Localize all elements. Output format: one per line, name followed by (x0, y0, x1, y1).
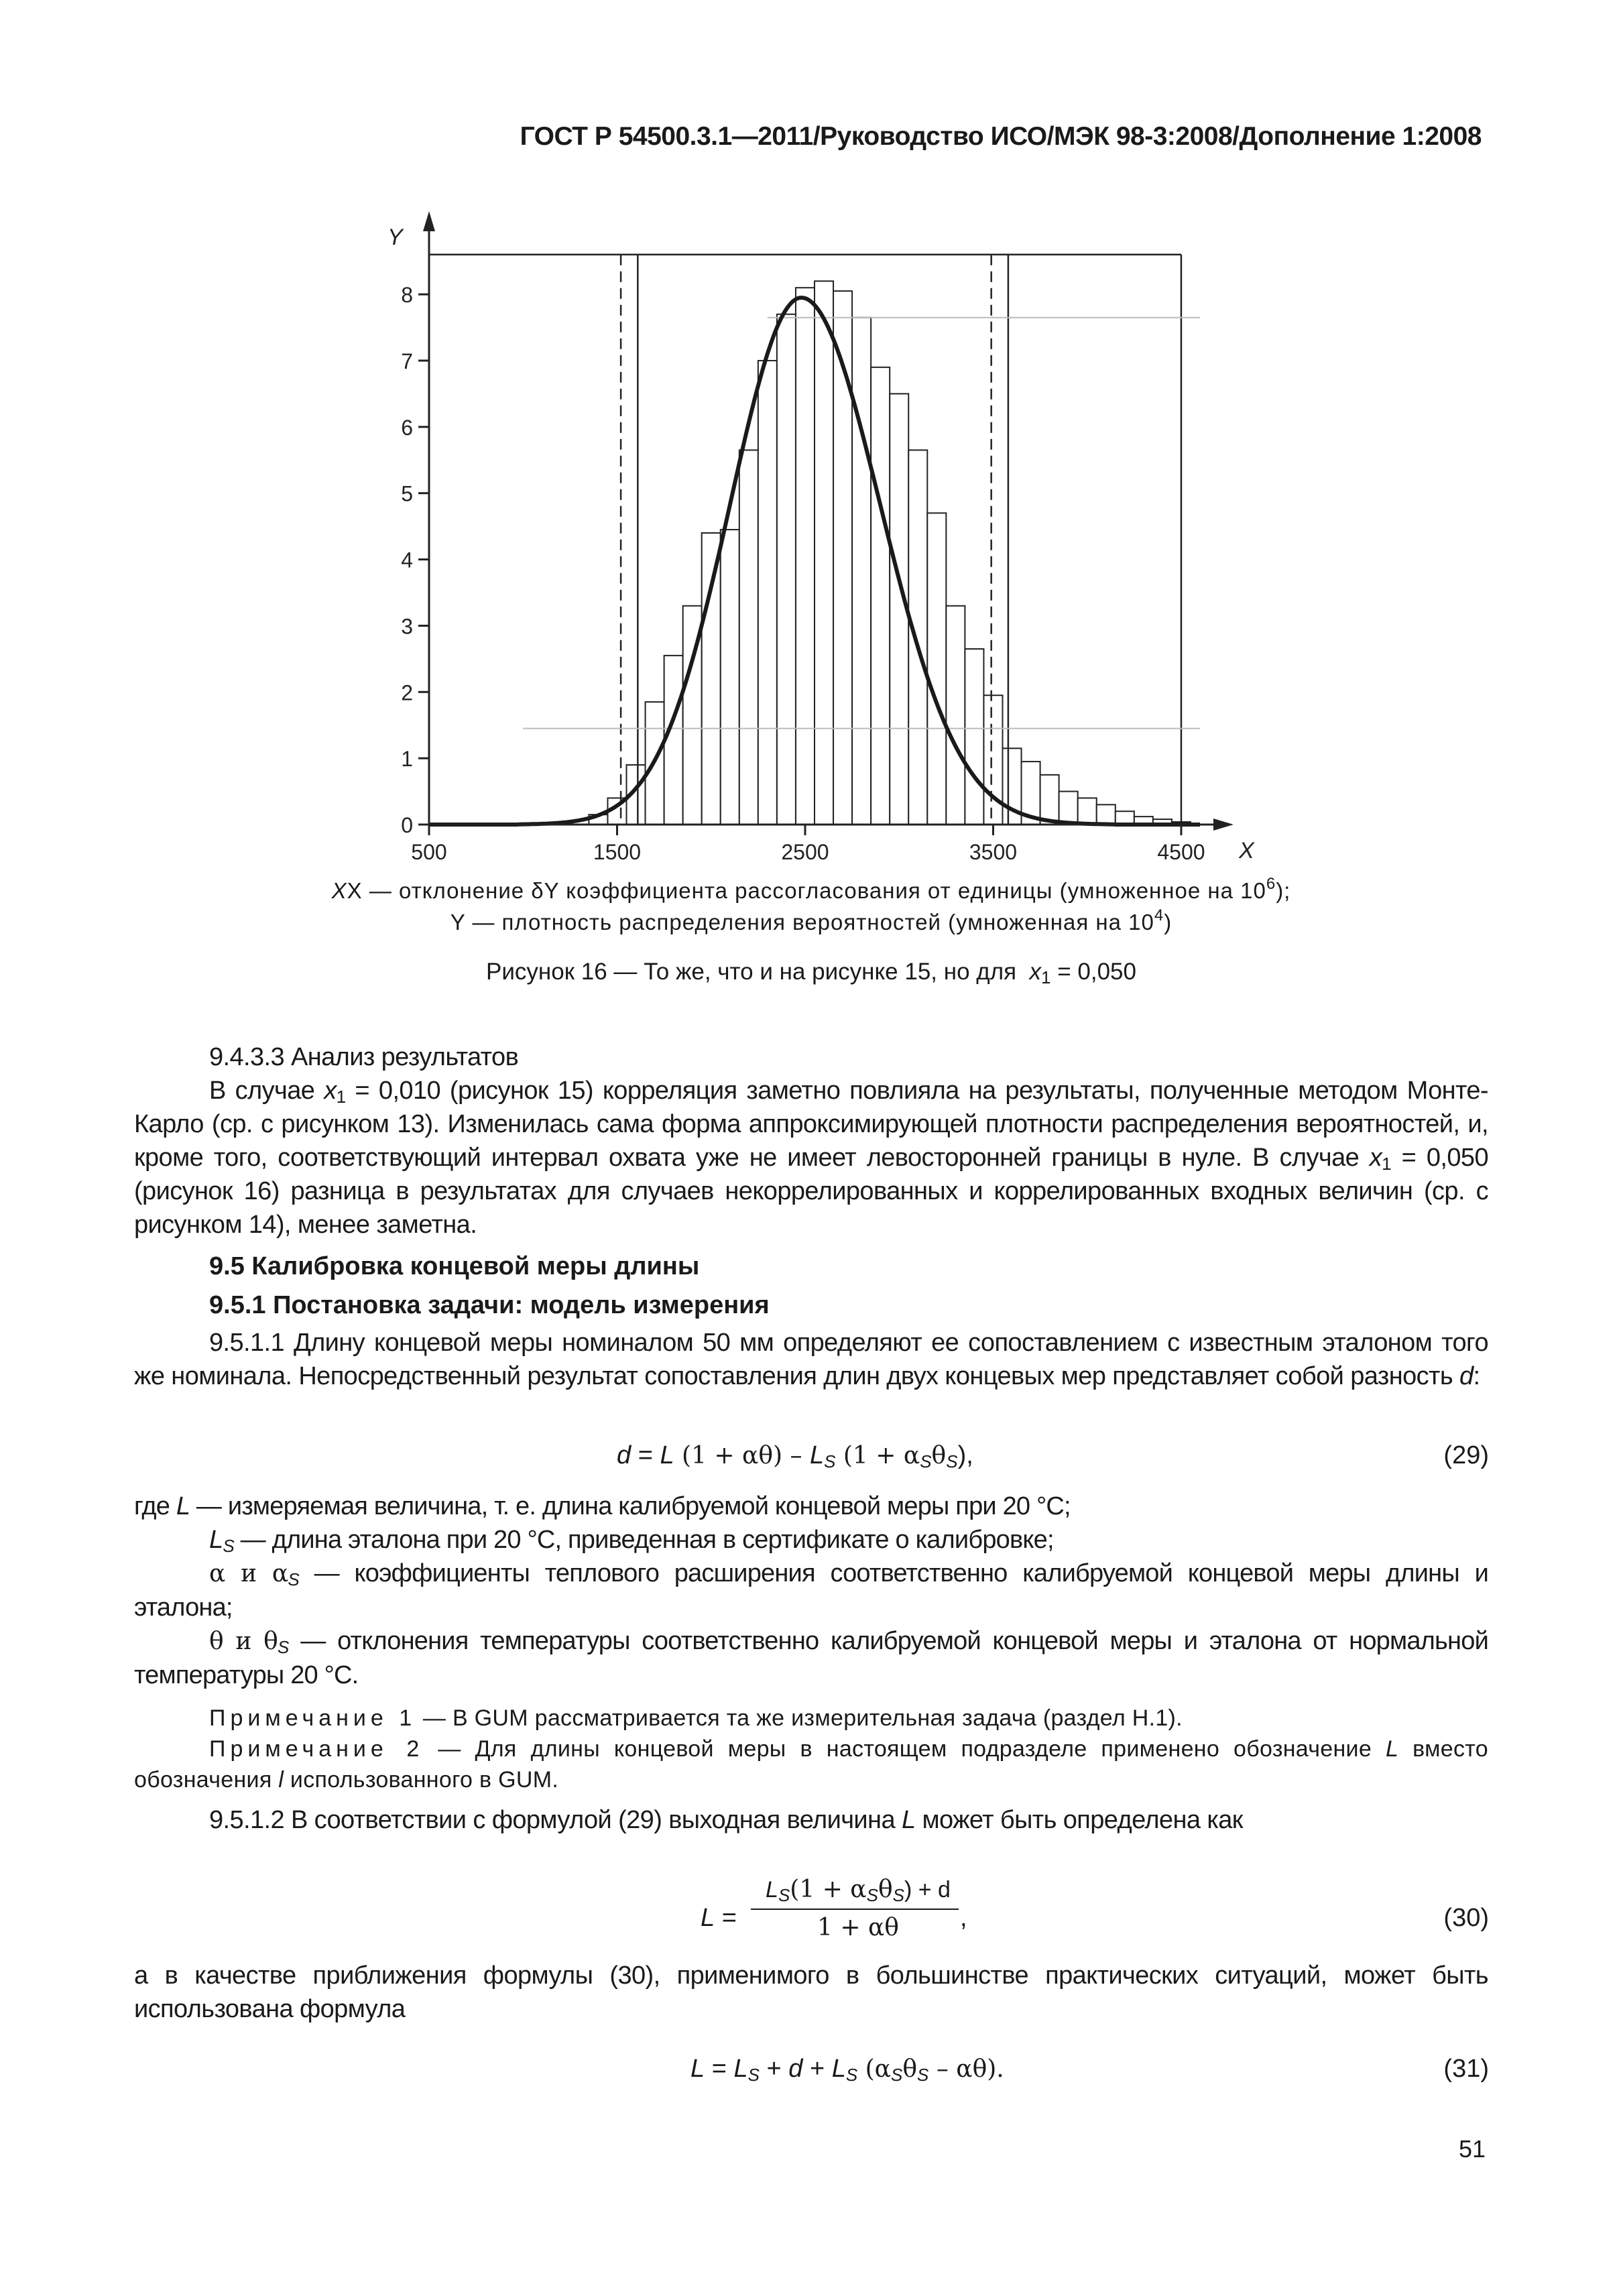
where-list: где L — измеряемая величина, т. е. длина калибруемой концевой меры при 20 °C; $L_S$ — длина эталона при 20 °C, приведенная в сертификате о калибровке; α и $\alpha_S$ — коэффициенты теплового расширения соответственно калибруемой концевой меры длины и эталона; θ и $\theta_S$ — отклонения температуры соответственно калибруемой концевой меры и эталона от нормальной температуры 20 °C. (134, 1492, 1488, 1689)
x-tick-label: 500 (411, 840, 447, 864)
paragraph-9-5-1-1: 9.5.1.1 Длину концевой меры номиналом 50 мм определяют ее сопоставлением с известным эталоном того же номинала. Непосредственный результат сопоставления длин двух концевых мер представляет собой разность d: (134, 1329, 1488, 1390)
x-axis-arrow (1213, 819, 1234, 831)
notes: Примечание 1 — В GUM рассматривается та же измерительная задача (раздел H.1). Примечание 2 — Для длины концевой меры в настоящем подразделе применено обозначение L вместо обозначения l использованного в GUM. (134, 1705, 1488, 1793)
page-number: 51 (1458, 2135, 1486, 2163)
y-tick-label: 0 (401, 813, 413, 837)
histogram-bar (1097, 804, 1116, 825)
equation-29-number: (29) (1443, 1441, 1489, 1469)
histogram-bar (946, 606, 965, 825)
x-tick-label: 1500 (593, 840, 642, 864)
x-tick-label: 2500 (781, 840, 829, 864)
y-tick-label: 6 (401, 415, 413, 440)
y-tick-label: 4 (401, 548, 413, 572)
document-header: ГОСТ Р 54500.3.1—2011/Руководство ИСО/МЭК 98-3:2008/Дополнение 1:2008 (520, 122, 1482, 151)
section-9-4-3-3: 9.4.3.3 Анализ результатов В случае $x_1 = 0,010$ (рисунок 15) корреляция заметно повлияла на результаты, полученные методом Монте-Карло (ср. с рисунком 13). Изменилась сама форма аппроксимирующей плотности распределения вероятностей, и, кроме того, соответствующий интервал охвата уже не имеет левосторонней границы в нуле. В случае $x_1 = 0,050$ (рисунок 16) разница в результатах для случаев некоррелированных и коррелированных входных величин (ср. с рисунком 14), менее заметна. (134, 1040, 1488, 1242)
figure-legend-x: XX — отклонение δY коэффициента рассогласования от единицы (умноженное на $10^6$); (331, 875, 1291, 903)
histogram-bar (739, 450, 758, 825)
y-axis-label: Y (387, 225, 403, 250)
equation-30-comma: , (960, 1904, 967, 1932)
fraction-bar (751, 1909, 959, 1910)
histogram-bar (1059, 792, 1078, 825)
histogram-bar (702, 533, 721, 825)
x-axis-label: X (1239, 838, 1254, 863)
heading-9-5-1: 9.5.1 Постановка задачи: модель измерения (209, 1291, 770, 1319)
histogram-bar (927, 513, 946, 825)
paragraph-analysis: В случае $x_1 = 0,010$ (рисунок 15) корреляция заметно повлияла на результаты, полученные методом Монте-Карло (ср. с рисунком 13). Изменилась сама форма аппроксимирующей плотности распределения вероятностей, и, кроме того, соответствующий интервал охвата уже не имеет левосторонней границы в нуле. В случае $x_1 = 0,050$ (рисунок 16) разница в результатах для случаев некоррелированных и коррелированных входных величин (ср. с рисунком 14), менее заметна. (134, 1077, 1488, 1239)
y-tick-label: 5 (401, 481, 413, 506)
histogram-bar (721, 530, 739, 825)
histogram-bar (908, 450, 927, 825)
y-tick-label: 1 (401, 747, 413, 772)
equation-30-lhs: L = (701, 1904, 737, 1932)
histogram-bar (983, 695, 1002, 825)
y-tick-label: 8 (401, 283, 413, 308)
histogram-chart (362, 191, 1301, 882)
paragraph-9-5-1-2: 9.5.1.2 В соответствии с формулой (29) выходная величина L может быть определена как (209, 1806, 1243, 1834)
equation-30-denominator: 1 + αθ (817, 1914, 899, 1941)
equation-31-number: (31) (1443, 2055, 1489, 2083)
equation-29: d = L $(1 + \alpha\theta) - L_S$ $(1 + \alpha_S\theta_S)$, (617, 1441, 973, 1471)
histogram-bar (758, 361, 777, 825)
x-tick-label: 4500 (1157, 840, 1205, 864)
x-tick-label: 3500 (969, 840, 1018, 864)
figure-legend-y: Y — плотность распределения вероятностей (умноженная на $10^4$) (450, 906, 1173, 934)
histogram-bar (815, 281, 833, 825)
histogram-bar (664, 656, 683, 825)
histogram-bar (852, 318, 871, 825)
histogram-bar (777, 314, 796, 825)
y-tick-label: 7 (401, 349, 413, 373)
y-tick-label: 3 (401, 614, 413, 639)
heading-9-5: 9.5 Калибровка концевой меры длины (209, 1252, 700, 1280)
equation-30-number: (30) (1443, 1904, 1489, 1932)
histogram-bar (965, 649, 983, 825)
histogram-bars (589, 281, 1191, 825)
histogram-bar (1040, 775, 1059, 825)
paragraph-approximation: а в качестве приближения формулы (30), применимого в большинстве практических ситуаций, может быть использована формула (134, 1961, 1488, 2023)
y-axis-arrow (423, 211, 435, 231)
equation-30-numerator: $L_S(1 + \alpha_S\theta_S) + d$ (766, 1876, 951, 1905)
histogram-bar (796, 288, 815, 825)
histogram-bar (1078, 798, 1097, 825)
histogram-bar (871, 367, 890, 825)
equation-31: $L = L_S + d + L_S$ $(\alpha_S\theta_S - \alpha\theta)$. (690, 2055, 1004, 2085)
figure-caption: Рисунок 16 — То же, что и на рисунке 15, но для $x_1 = 0,050$ (486, 959, 1136, 987)
y-tick-label: 2 (401, 680, 413, 705)
